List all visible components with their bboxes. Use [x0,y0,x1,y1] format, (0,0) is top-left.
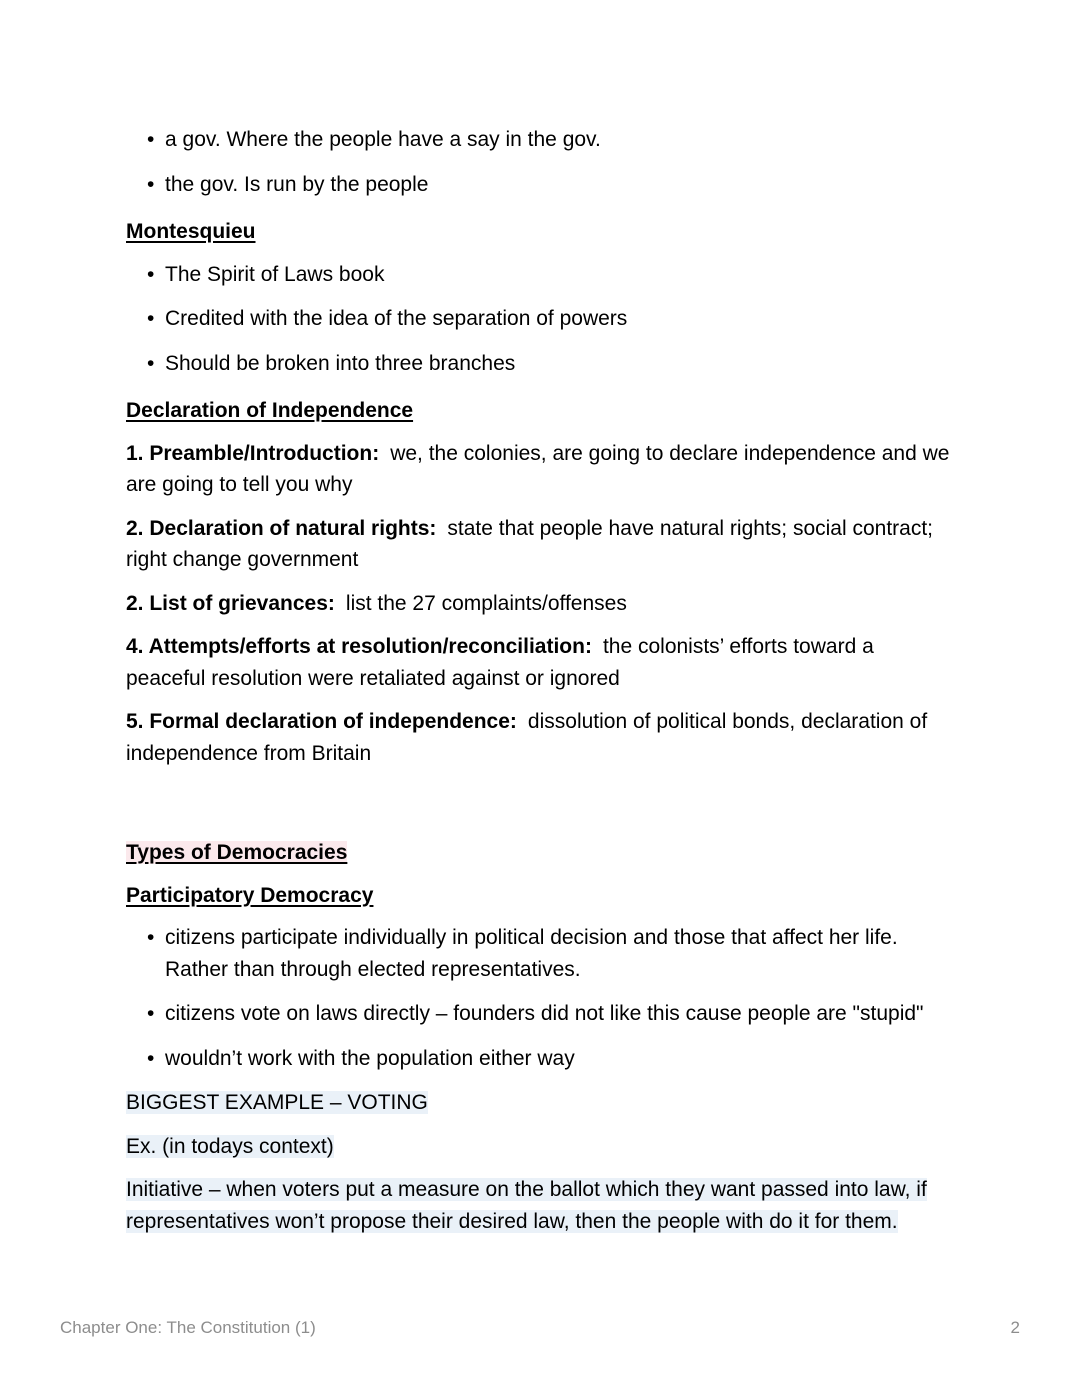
list-item [126,124,950,156]
list-item-text: Credited with the idea of the separation of powers [165,307,628,330]
heading-montesquieu-text: Montesquieu [126,220,256,243]
page-content [126,124,950,1249]
heading-montesquieu [126,216,950,248]
declaration-item-4-label: 4. Attempts/efforts at resolution/reconciliation: [126,635,592,658]
list-item-text: the gov. Is run by the people [165,172,429,196]
montesquieu-bullet-list [126,259,950,380]
declaration-item-3 [126,588,950,620]
participatory-bullet-list [126,922,950,1074]
example-context-text: Ex. (in todays context) [126,1134,334,1158]
declaration-item-4-text: the colonists’ efforts toward a peaceful resolution were retaliated against or ignored [126,635,874,690]
heading-types-of-democracies [126,837,950,869]
list-item [126,348,950,380]
footer-page-number: 2 [1010,1318,1020,1337]
list-item [126,1043,950,1075]
section-spacer [126,781,950,827]
list-item [126,259,950,291]
list-item [126,303,950,335]
declaration-item-1 [126,438,950,501]
list-item-text: a gov. Where the people have a say in the gov. [165,128,601,151]
declaration-item-3-text: list the 27 complaints/offenses [345,591,627,615]
declaration-item-5-text: dissolution of political bonds, declaration of independence from Britain [126,710,928,765]
list-item-text: Should be broken into three branches [165,351,516,375]
declaration-item-1-label: 1. Preamble/Introduction: [126,441,380,465]
declaration-item-2 [126,513,950,576]
top-bullet-list [126,124,950,200]
list-item-text: wouldn’t work with the population either way [165,1046,575,1070]
biggest-example-line [126,1087,950,1119]
declaration-item-2-label: 2. Declaration of natural rights: [126,516,437,540]
biggest-example-text: BIGGEST EXAMPLE – VOTING [126,1091,428,1114]
heading-types-of-democracies-text: Types of Democracies [126,841,348,864]
list-item [126,922,950,985]
declaration-item-5 [126,706,950,769]
list-item-text: citizens vote on laws directly – founders did not like this cause people are "stupid" [165,1002,924,1025]
declaration-item-4 [126,631,950,694]
heading-declaration-of-independence [126,395,950,427]
page-footer [60,1316,1020,1340]
initiative-text: Initiative – when voters put a measure on the ballot which they want passed into law, if representatives won’t propose their desired law, then the people with do it for them. [126,1178,927,1233]
declaration-item-3-label: 2. List of grievances: [126,591,335,615]
declaration-item-2-text: state that people have natural rights; social contract; right change government [126,516,934,571]
heading-participatory-democracy-text: Participatory Democracy [126,883,374,907]
initiative-paragraph [126,1174,950,1237]
list-item-text: The Spirit of Laws book [165,262,385,286]
list-item [126,998,950,1030]
list-item [126,169,950,201]
heading-participatory-democracy [126,880,950,912]
declaration-item-5-label: 5. Formal declaration of independence: [126,710,517,733]
example-context-line [126,1131,950,1163]
heading-declaration-text: Declaration of Independence [126,399,414,422]
declaration-item-1-text: we, the colonies, are going to declare independence and we are going to tell you why [126,441,950,496]
footer-document-title: Chapter One: The Constitution (1) [60,1318,316,1337]
list-item-text: citizens participate individually in political decision and those that affect her life. Rather than through elected representatives. [165,926,898,981]
